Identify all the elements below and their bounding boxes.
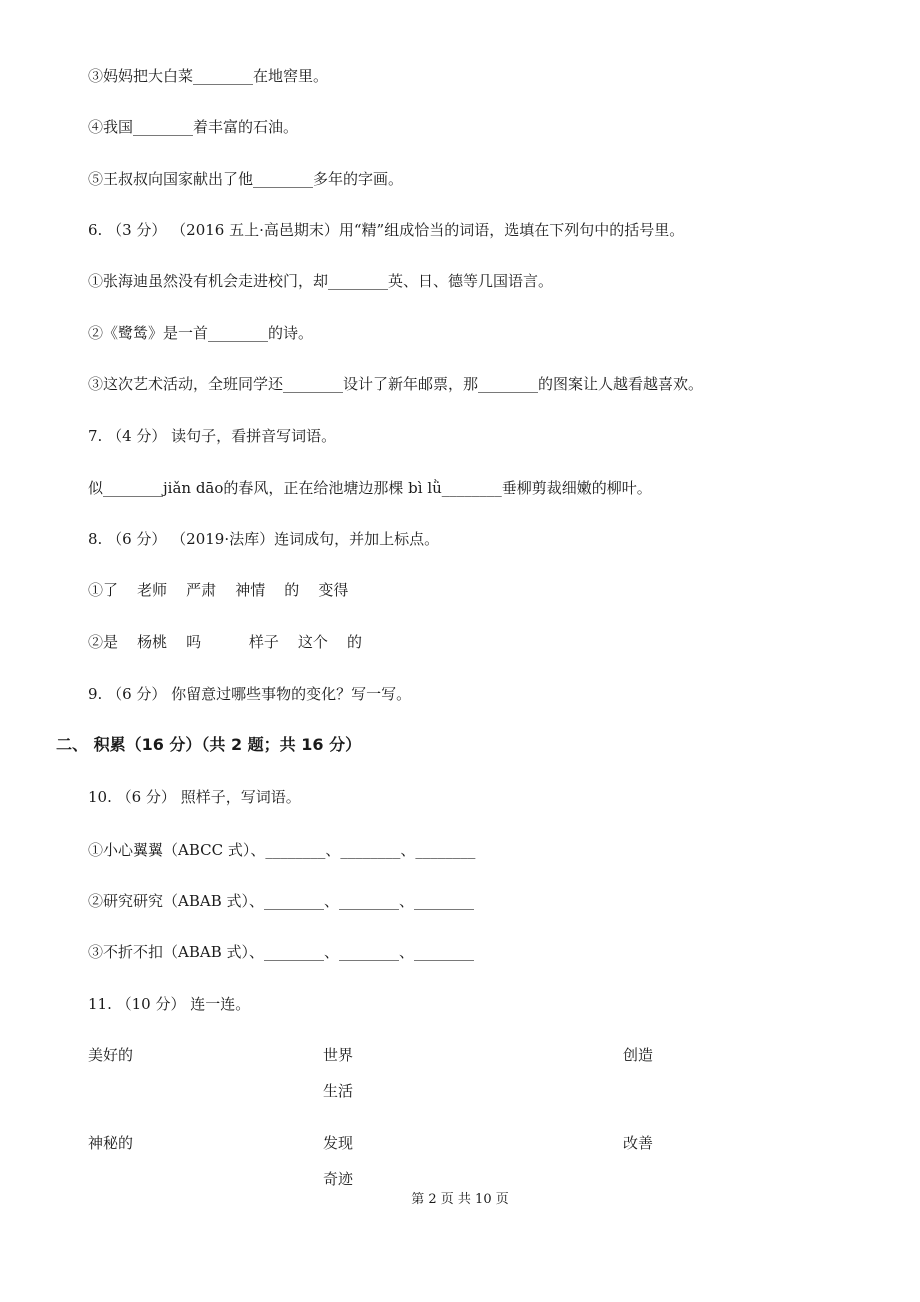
question-7-prompt: 7. （4 分） 读句子，看拼音写词语。 (88, 427, 337, 445)
section-heading: 二、 积累（16 分）（共 2 题；共 16 分） (56, 735, 362, 754)
question-5-item-3: ③妈妈把大白菜________在地窖里。 (88, 67, 329, 85)
match-middle-2: 生活 (323, 1082, 354, 1100)
question-10-item-3: ③不折不扣（ABAB 式）、________、________、________ (88, 943, 474, 961)
question-6-item-3: ③这次艺术活动，全班同学还________设计了新年邮票，那________的图案让人越看越喜欢。 (88, 375, 704, 393)
match-left-1: 美好的 (88, 1046, 134, 1064)
match-right-2: 改善 (623, 1134, 654, 1152)
question-10-item-2: ②研究研究（ABAB 式）、________、________、________ (88, 892, 474, 910)
question-5-item-5: ⑤王叔叔向国家献出了他________多年的字画。 (88, 170, 404, 188)
match-left-2: 神秘的 (88, 1134, 134, 1152)
question-6-item-2: ②《鹭鸶》是一首________的诗。 (88, 324, 314, 342)
question-9-prompt: 9. （6 分） 你留意过哪些事物的变化？写一写。 (88, 685, 412, 703)
question-11-prompt: 11. （10 分） 连一连。 (88, 995, 251, 1013)
page-footer: 第 2 页 共 10 页 (411, 1192, 509, 1207)
question-8-item-1: ①了 老师 严肃 神情 的 变得 (88, 581, 349, 599)
question-6-item-1: ①张海迪虽然没有机会走进校门，却________英、日、德等几国语言。 (88, 272, 554, 290)
question-8-prompt: 8. （6 分） （2019·法库）连词成句，并加上标点。 (88, 530, 440, 548)
match-middle-3: 发现 (323, 1134, 354, 1152)
question-10-prompt: 10. （6 分） 照样子，写词语。 (88, 788, 301, 806)
match-right-1: 创造 (623, 1046, 654, 1064)
question-7-sentence: 似________jiǎn dāo的春风，正在给池塘边那棵 bì lǜ________垂柳剪裁细嫩的柳叶。 (88, 479, 652, 497)
question-10-item-1: ①小心翼翼（ABCC 式）、________、________、________ (88, 841, 476, 859)
question-6-prompt: 6. （3 分） （2016 五上·高邑期末）用“精”组成恰当的词语，选填在下列句中的括号里。 (88, 221, 685, 239)
match-middle-1: 世界 (323, 1046, 354, 1064)
match-middle-4: 奇迹 (323, 1170, 354, 1188)
question-8-item-2: ②是 杨桃 吗 样子 这个 的 (88, 633, 362, 651)
question-5-item-4: ④我国________着丰富的石油。 (88, 118, 299, 136)
